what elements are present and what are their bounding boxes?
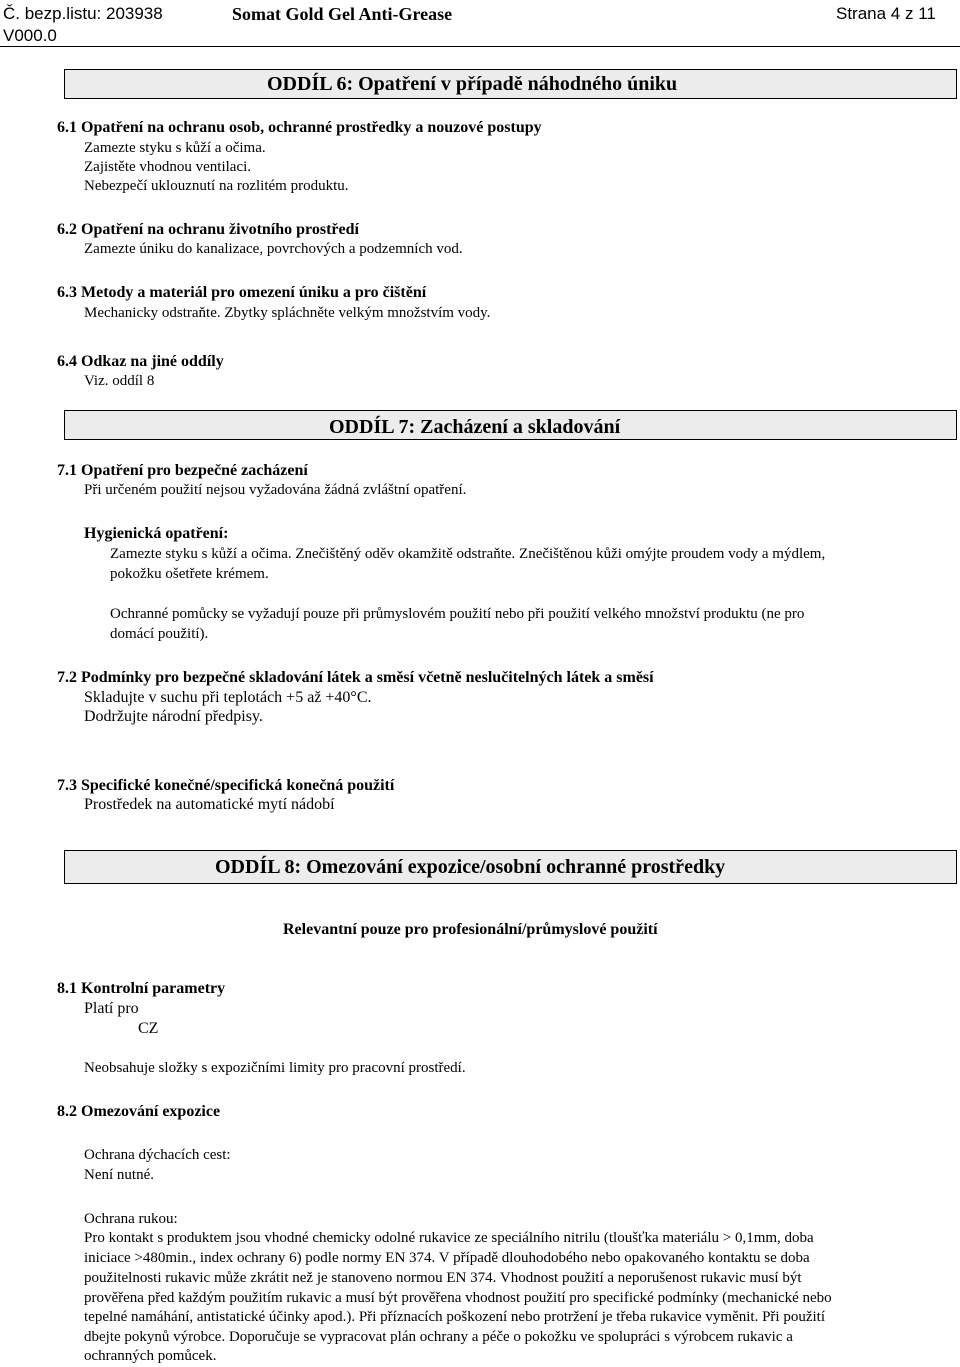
hygiene-line-2: pokožku ošetřete krémem. — [110, 566, 269, 582]
section-8-header — [64, 850, 957, 884]
text-7-3: Prostředek na automatické mytí nádobí — [84, 796, 335, 813]
text-6-1b: Zajistěte vhodnou ventilaci. — [84, 159, 252, 175]
document-version: V000.0 — [3, 26, 57, 45]
hand-protection-line: Pro kontakt s produktem jsou vhodné chemicky odolné rukavice ze speciálního nitrilu (tloušťka materiálu > 0,1mm, doba — [84, 1230, 814, 1246]
heading-7-1: 7.1 Opatření pro bezpečné zacházení — [57, 462, 308, 479]
header-rule — [0, 46, 960, 47]
heading-7-3: 7.3 Specifické konečné/specifická konečná použití — [57, 777, 395, 794]
text-6-1c: Nebezpečí uklouznutí na rozlitém produktu. — [84, 178, 349, 194]
valid-for-label: Platí pro — [84, 1000, 139, 1017]
section-7-header — [64, 410, 957, 440]
hygiene-label: Hygienická opatření: — [84, 525, 229, 542]
hand-protection-line: tepelné namáhání, antistatické účinky apod.). Při příznacích poškození nebo protržení je třeba rukavice vyměnit. Při použití — [84, 1309, 825, 1325]
hand-protection-line: prověřena před každým použitím rukavic a musí být prověřena vhodnost použití pro specifické podmínky (mechanické nebo — [84, 1290, 832, 1306]
text-6-3: Mechanicky odstraňte. Zbytky spláchněte velkým množstvím vody. — [84, 305, 491, 321]
heading-7-2: 7.2 Podmínky pro bezpečné skladování látek a směsí včetně neslučitelných látek a směsí — [57, 669, 654, 686]
text-6-4: Viz. oddíl 8 — [84, 373, 155, 389]
hand-protection-line: použitelnosti rukavic může zkrátit než je stanoveno normou EN 374. Vhodnost použití a neporušenost rukavic musí být — [84, 1270, 802, 1286]
heading-6-2: 6.2 Opatření na ochranu životního prostředí — [57, 221, 359, 238]
heading-6-4: 6.4 Odkaz na jiné oddíly — [57, 353, 224, 370]
hand-protection-label: Ochrana rukou: — [84, 1211, 178, 1227]
section-6-header — [64, 69, 957, 99]
country-code: CZ — [138, 1020, 159, 1037]
protection-line-2: domácí použití). — [110, 626, 209, 642]
respiratory-value: Není nutné. — [84, 1167, 154, 1183]
heading-6-1: 6.1 Opatření na ochranu osob, ochranné prostředky a nouzové postupy — [57, 119, 542, 136]
hand-protection-line: dbejte pokynů výrobce. Doporučuje se vypracovat plán ochrany a péče o pokožku ve spolupráci s výrobcem rukavic a — [84, 1329, 793, 1345]
document-number: Č. bezp.listu: 203938 — [3, 4, 163, 23]
hand-protection-line: ochranných pomůcek. — [84, 1348, 217, 1364]
hygiene-line-1: Zamezte styku s kůží a očima. Znečištěný oděv okamžitě odstraňte. Znečištěnou kůži omýjte proudem vody a mýdlem, — [110, 546, 826, 562]
text-7-1: Při určeném použití nejsou vyžadována žádná zvláštní opatření. — [84, 482, 467, 498]
section-6-title: ODDÍL 6: Opatření v případě náhodného úniku — [267, 73, 678, 95]
text-8-1: Neobsahuje složky s expozičními limity pro pracovní prostředí. — [84, 1060, 466, 1076]
protection-line-1: Ochranné pomůcky se vyžadují pouze při průmyslovém použití nebo při použití velkého množství produktu (ne pro — [110, 606, 805, 622]
section-8-title: ODDÍL 8: Omezování expozice/osobní ochranné prostředky — [215, 856, 726, 878]
section-7-title: ODDÍL 7: Zacházení a skladování — [329, 416, 621, 438]
heading-6-3: 6.3 Metody a materiál pro omezení úniku a pro čištění — [57, 284, 427, 301]
heading-8-2: 8.2 Omezování expozice — [57, 1103, 221, 1120]
text-6-1a: Zamezte styku s kůží a očima. — [84, 140, 266, 156]
product-name: Somat Gold Gel Anti-Grease — [232, 4, 453, 24]
text-6-2: Zamezte úniku do kanalizace, povrchových a podzemních vod. — [84, 241, 463, 257]
section-8-subtitle: Relevantní pouze pro profesionální/průmyslové použití — [283, 921, 658, 938]
hand-protection-line: iniciace >480min., index ochrany 6) podle normy EN 374. V případě dlouhodobého nebo opakovaného kontaktu se doba — [84, 1250, 810, 1266]
page-number: Strana 4 z 11 — [836, 4, 936, 23]
heading-8-1: 8.1 Kontrolní parametry — [57, 980, 226, 997]
text-7-2a: Skladujte v suchu při teplotách +5 až +40°C. — [84, 689, 372, 706]
respiratory-label: Ochrana dýchacích cest: — [84, 1147, 231, 1163]
text-7-2b: Dodržujte národní předpisy. — [84, 708, 263, 725]
